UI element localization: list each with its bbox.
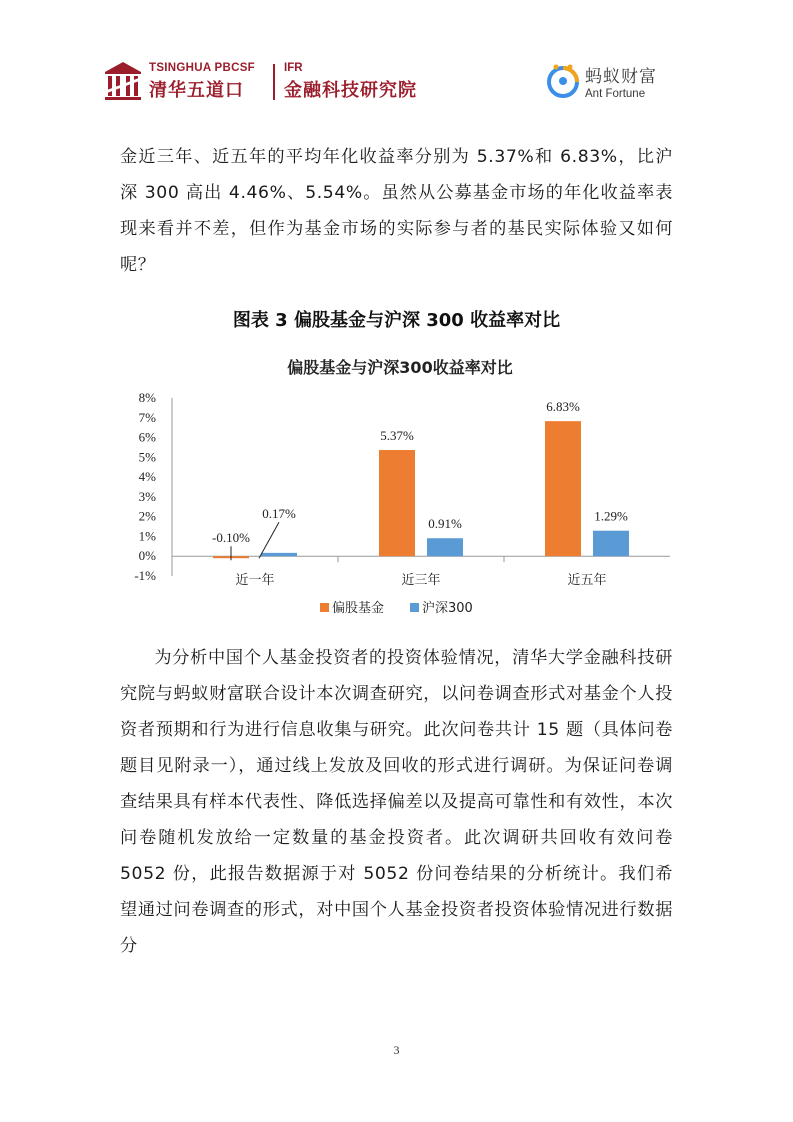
- y-tick-label: 6%: [138, 429, 156, 445]
- paragraph-top-text: 金近三年、近五年的平均年化收益率分别为 5.37%和 6.83%，比沪深 300 高出 4.46%、5.54%。虽然从公募基金市场的年化收益率表现来看并不差，但作为基金市场的实际参与者的基民实际体验又如何呢？: [120, 147, 673, 275]
- data-label: -0.10%: [212, 530, 250, 546]
- y-tick-label: -1%: [134, 568, 156, 583]
- x-tick-label: 近五年: [567, 573, 607, 588]
- bar-csi300: [261, 553, 297, 556]
- y-tick-label: 7%: [138, 409, 156, 425]
- paragraph-bottom: [120, 640, 673, 964]
- y-tick-label: 5%: [138, 449, 156, 465]
- y-tick-label: 1%: [138, 528, 156, 544]
- tsinghua-en: TSINGHUA PBCSF: [149, 62, 255, 74]
- data-label-leader: [259, 522, 279, 558]
- bar-equity-fund: [545, 421, 581, 556]
- ant-en: Ant Fortune: [585, 88, 646, 100]
- bar-chart: [120, 348, 680, 630]
- legend-swatch: [410, 603, 419, 612]
- tsinghua-cn: 清华五道口: [149, 80, 244, 101]
- data-label: 0.17%: [262, 506, 296, 522]
- y-tick-label: 4%: [138, 469, 156, 485]
- ant-fortune-logo-icon: [545, 62, 581, 98]
- figure-caption: 图表 3 偏股基金与沪深 300 收益率对比: [232, 310, 561, 331]
- chart-title: 偏股基金与沪深300收益率对比: [287, 358, 513, 377]
- y-tick-label: 0%: [138, 548, 156, 564]
- data-label: 5.37%: [380, 428, 414, 444]
- tsinghua-brand: [149, 62, 255, 102]
- x-tick-label: 近三年: [401, 573, 441, 588]
- bar-equity-fund: [379, 450, 415, 556]
- y-tick-label: 3%: [138, 488, 156, 504]
- ant-fortune-brand: [585, 62, 657, 100]
- legend-label: 偏股基金: [332, 601, 385, 616]
- paragraph-bottom-text: 为分析中国个人基金投资者的投资体验情况，清华大学金融科技研究院与蚂蚁财富联合设计本次调查研究，以问卷调查形式对基金个人投资者预期和行为进行信息收集与研究。此次问卷共计 15 题（具体问卷题目见附录一），通过线上发放及回收的形式进行调研。为保证问卷调查结果具有样本代表性、降低选择偏差以及提高可靠性和有效性，本次问卷随机发放给一定数量的基金投资者。此次调研共回收有效问卷 5052 份，此报告数据源于对 5052 份问卷结果的分析统计。我们希望通过问卷调查的形式，对中国个人基金投资者投资体验情况进行数据分: [120, 648, 673, 956]
- page-number: 3: [393, 1043, 400, 1057]
- bar-csi300: [593, 531, 629, 557]
- tsinghua-logo-icon: [103, 60, 143, 102]
- page-header: [103, 58, 693, 108]
- y-tick-label: 8%: [138, 390, 156, 405]
- data-label: 1.29%: [594, 508, 628, 524]
- paragraph-top: [120, 139, 673, 283]
- header-divider: [273, 64, 275, 100]
- bar-csi300: [427, 538, 463, 556]
- y-tick-label: 2%: [138, 508, 156, 524]
- x-tick-label: 近一年: [235, 573, 275, 588]
- ant-cn: 蚂蚁财富: [585, 67, 657, 87]
- data-label: 0.91%: [428, 516, 462, 532]
- ifr-en: IFR: [284, 62, 303, 74]
- legend-label: 沪深300: [422, 601, 473, 616]
- data-label: 6.83%: [546, 399, 580, 415]
- legend-swatch: [320, 603, 329, 612]
- ifr-cn: 金融科技研究院: [284, 80, 417, 101]
- ifr-brand: [284, 62, 417, 102]
